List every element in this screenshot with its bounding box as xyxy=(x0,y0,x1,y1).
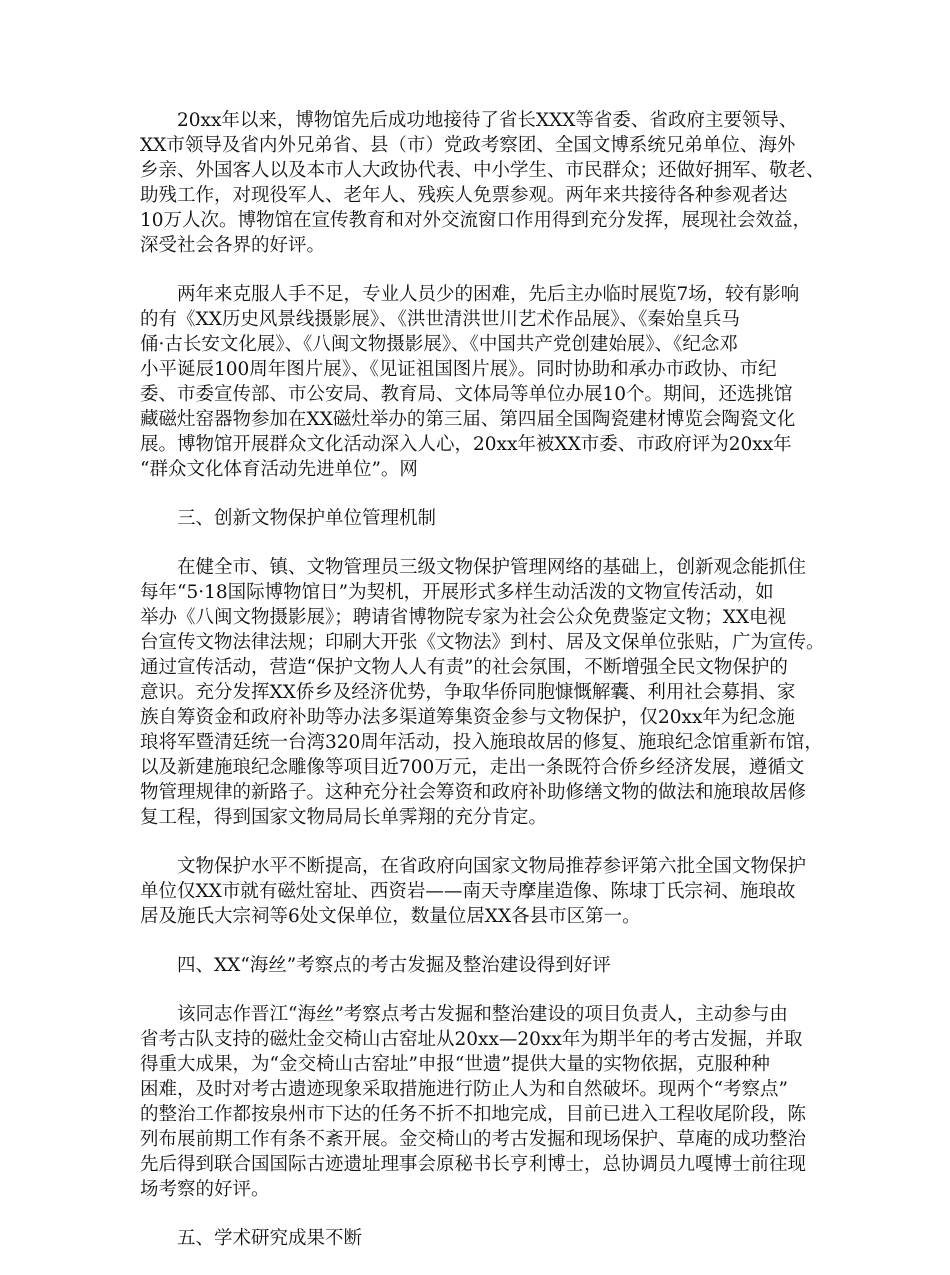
text-line: 居及施氏大宗祠等6处文保单位，数量位居XX各县市区第一。 xyxy=(140,906,641,927)
text-line: 族自筹资金和政府补助等办法多渠道筹集资金参与文物保护，仅20xx年为纪念施 xyxy=(140,707,795,728)
text-line: 展。博物馆开展群众文化活动深入人心，20xx年被XX市委、市政府评为20xx年 xyxy=(140,434,792,455)
text-line: 助残工作，对现役军人、老年人、残疾人免票参观。两年来共接待各种参观者达 xyxy=(140,185,788,206)
text-line: 通过宣传活动，营造“保护文物人人有责”的社会氛围，不断增强全民文物保护的 xyxy=(140,657,788,678)
text-line: 以及新建施琅纪念雕像等项目近700万元，走出一条既符合侨乡经济发展，遵循文 xyxy=(140,757,805,778)
document-page xyxy=(140,108,830,1275)
text-line: XX市领导及省内外兄弟省、县（市）党政考察团、全国文博系统兄弟单位、海外 xyxy=(140,135,796,156)
body-paragraph xyxy=(140,555,830,830)
text-line: 复工程，得到国家文物局局长单霁翔的充分肯定。 xyxy=(140,807,548,828)
text-line: 五、学术研究成果不断 xyxy=(177,1228,363,1249)
text-line: 的有《XX历史风景线摄影展》、《洪世清洪世川艺术作品展》、《秦始皇兵马 xyxy=(140,309,740,330)
body-paragraph xyxy=(140,108,830,258)
text-line: 琅将军暨清廷统一台湾320周年活动，投入施琅故居的修复、施琅纪念馆重新布馆， xyxy=(140,732,823,753)
body-paragraph xyxy=(140,1002,830,1202)
text-line: 四、XX“海丝”考察点的考古发掘及整治建设得到好评 xyxy=(177,955,611,976)
text-line: 省考古队支持的磁灶金交椅山古窑址从20xx—20xx年为期半年的考古发掘，并取 xyxy=(140,1029,803,1050)
text-line: 三、创新文物保护单位管理机制 xyxy=(177,508,437,529)
text-line: 先后得到联合国国际古迹遗址理事会原秘书长亨利博士，总协调员九嘎博士前往现 xyxy=(140,1154,807,1175)
text-line: 列布展前期工作有条不紊开展。金交椅山的考古发掘和现场保护、草庵的成功整治 xyxy=(140,1129,807,1150)
section-heading xyxy=(140,506,830,531)
text-line: 台宣传文物法律法规；印刷大开张《文物法》到村、居及文保单位张贴，广为宣传。 xyxy=(140,632,825,653)
text-line: “群众文化体育活动先进单位”。网 xyxy=(140,459,418,480)
text-line: 该同志作晋江“海丝”考察点考古发掘和整治建设的项目负责人，主动参与由 xyxy=(177,1004,788,1025)
body-paragraph xyxy=(140,282,830,482)
text-line: 意识。充分发挥XX侨乡及经济优势，争取华侨同胞慷慨解囊、利用社会募捐、家 xyxy=(140,682,796,703)
text-line: 乡亲、外国客人以及本市人大政协代表、中小学生、市民群众；还做好拥军、敬老、 xyxy=(140,160,825,181)
text-line: 困难，及时对考古遗迹现象采取措施进行防止人为和自然破坏。现两个“考察点” xyxy=(140,1079,788,1100)
text-line: 深受社会各界的好评。 xyxy=(140,235,326,256)
text-line: 场考察的好评。 xyxy=(140,1179,270,1200)
text-line: 两年来克服人手不足，专业人员少的困难，先后主办临时展览7场，较有影响 xyxy=(177,284,800,305)
text-line: 举办《八闽文物摄影展》；聘请省博物院专家为社会公众免费鉴定文物；XX电视 xyxy=(140,607,787,628)
section-heading xyxy=(140,953,830,978)
text-line: 得重大成果，为“金交椅山古窑址”申报“世遗”提供大量的实物依据，克服种种 xyxy=(140,1054,770,1075)
text-line: 20xx年以来，博物馆先后成功地接待了省长XXX等省委、省政府主要领导、 xyxy=(177,110,798,131)
text-line: 藏磁灶窑器物参加在XX磁灶举办的第三届、第四届全国陶瓷建材博览会陶瓷文化 xyxy=(140,409,796,430)
text-line: 小平诞辰100周年图片展》、《见证祖国图片展》。同时协助和承办市政协、市纪 xyxy=(140,359,777,380)
text-line: 在健全市、镇、文物管理员三级文物保护管理网络的基础上，创新观念能抓住 xyxy=(177,557,807,578)
text-line: 的整治工作都按泉州市下达的任务不折不扣地完成，目前已进入工程收尾阶段，陈 xyxy=(140,1104,807,1125)
text-line: 物管理规律的新路子。这种充分社会筹资和政府补助修缮文物的做法和施琅故居修 xyxy=(140,782,807,803)
text-line: 委、市委宣传部、市公安局、教育局、文体局等单位办展10个。期间，还选挑馆 xyxy=(140,384,793,405)
text-line: 10万人次。博物馆在宣传教育和对外交流窗口作用得到充分发挥，展现社会效益， xyxy=(140,210,812,231)
text-line: 俑·古长安文化展》、《八闽文物摄影展》、《中国共产党创建始展》、《纪念邓 xyxy=(140,334,738,355)
text-line: 每年“5·18国际博物馆日”为契机，开展形式多样生动活泼的文物宣传活动，如 xyxy=(140,582,774,603)
body-paragraph xyxy=(140,854,830,929)
text-line: 单位仅XX市就有磁灶窑址、西资岩——南天寺摩崖造像、陈埭丁氏宗祠、施琅故 xyxy=(140,881,796,902)
text-line: 文物保护水平不断提高，在省政府向国家文物局推荐参评第六批全国文物保护 xyxy=(177,856,807,877)
